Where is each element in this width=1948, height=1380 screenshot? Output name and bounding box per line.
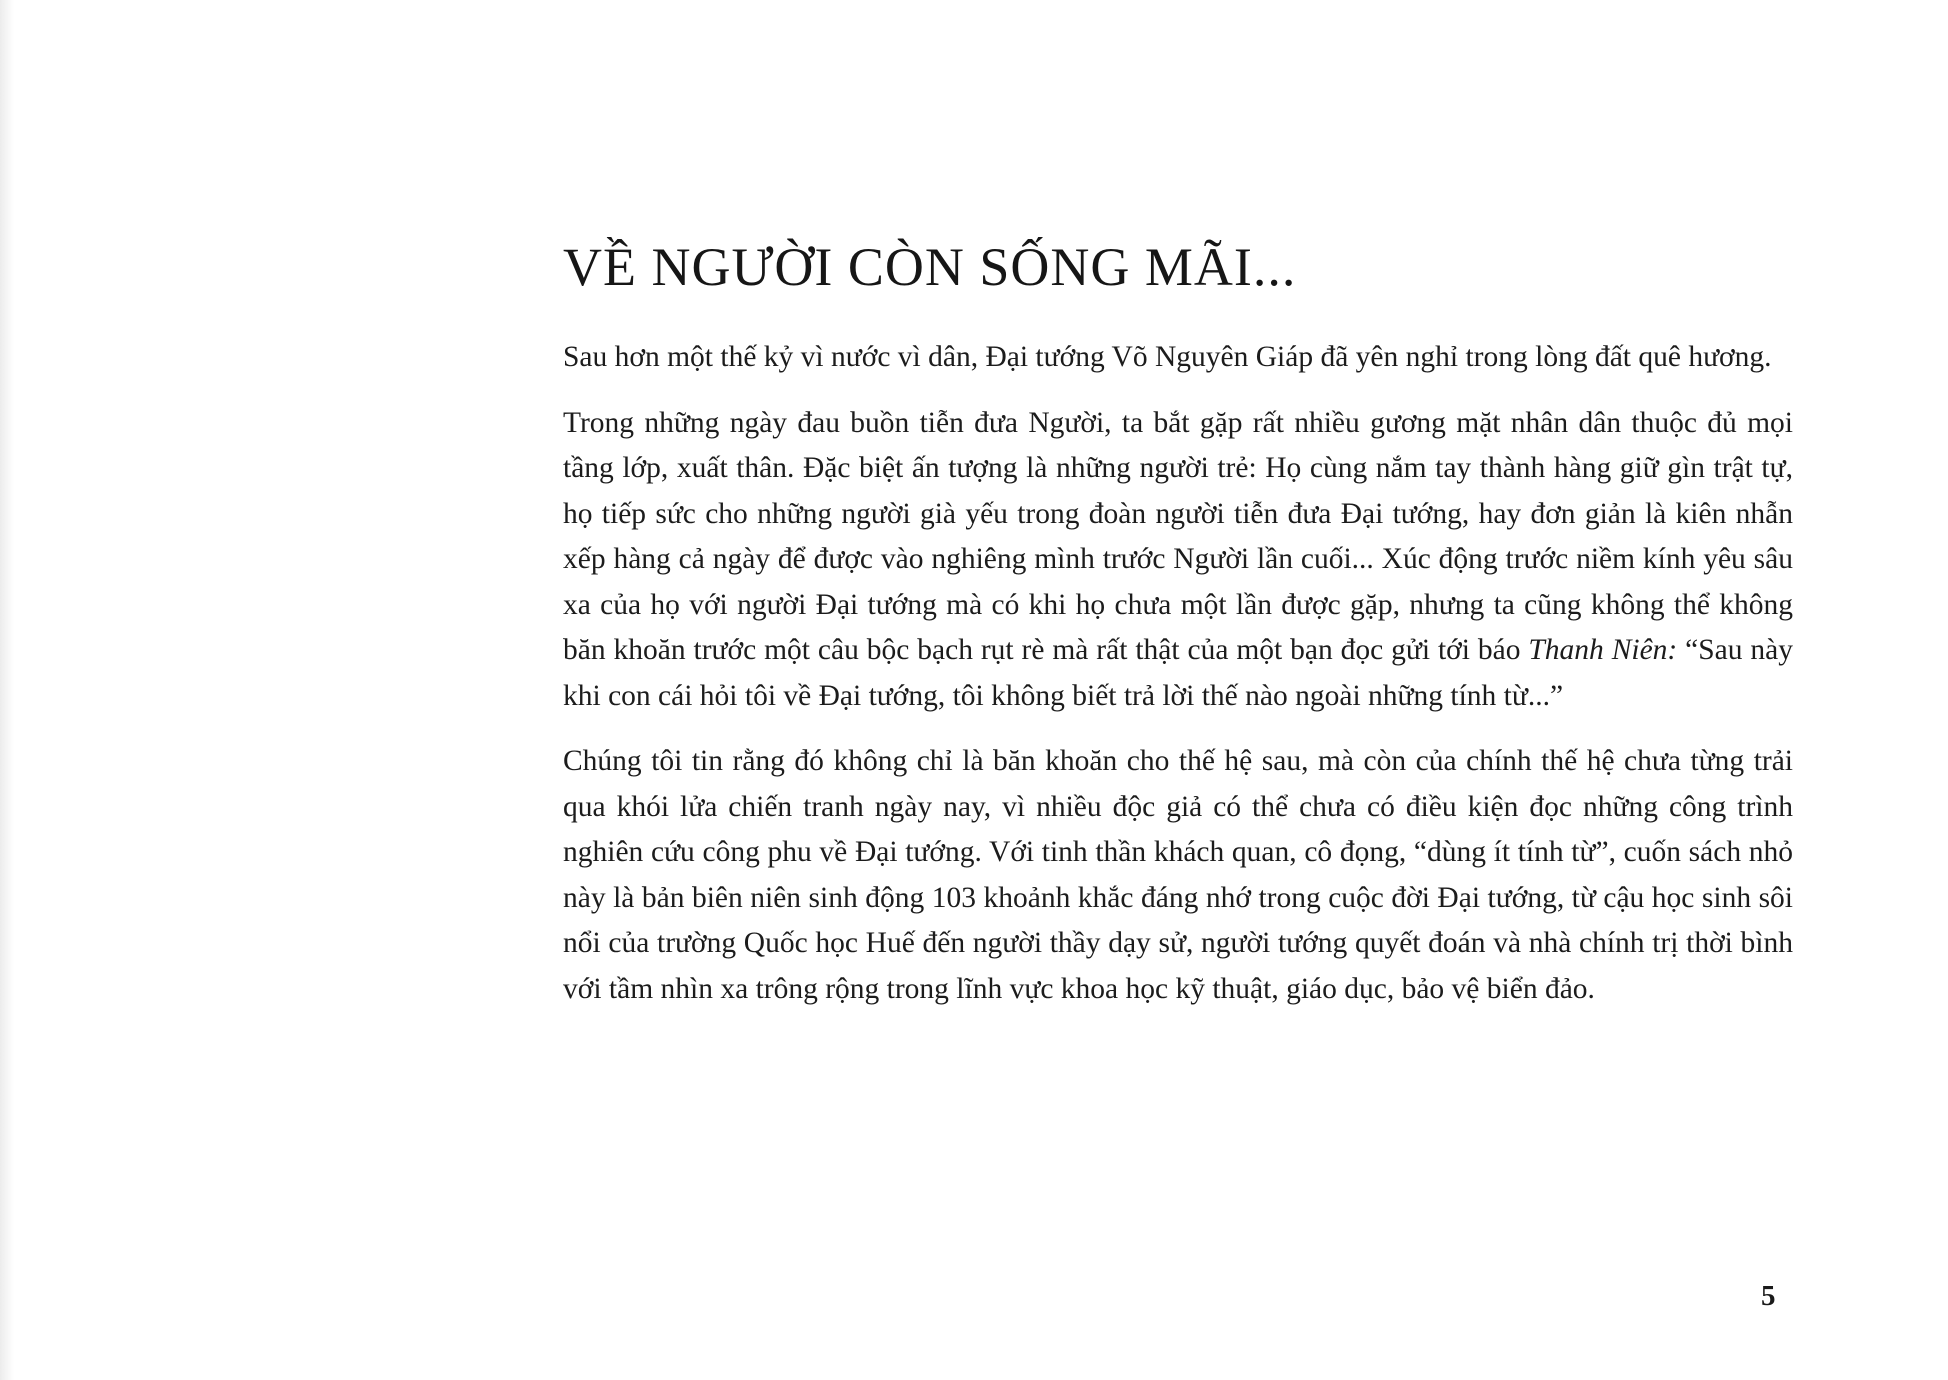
- newspaper-name: Thanh Niên:: [1528, 634, 1678, 667]
- page-number: 5: [1761, 1280, 1776, 1312]
- paragraph-3: Chúng tôi tin rằng đó không chỉ là băn khoăn cho thế hệ sau, mà còn của chính thế hệ chưa từng trải qua khói lửa chiến tranh ngày nay, vì nhiều độc giả có thể chưa có điều kiện đọc những công trình nghiên cứu công phu về Đại tướng. Với tinh thần khách quan, cô đọng, “dùng ít tính từ”, cuốn sách nhỏ này là bản biên niên sinh động 103 khoảnh khắc đáng nhớ trong cuộc đời Đại tướng, từ cậu học sinh sôi nổi của trường Quốc học Huế đến người thầy dạy sử, người tướng quyết đoán và nhà chính trị thời bình với tầm nhìn xa trông rộng trong lĩnh vực khoa học kỹ thuật, giáo dục, bảo vệ biển đảo.: [563, 745, 1793, 1005]
- reader-quote: “Sau này khi con cái hỏi tôi về Đại tướng, tôi không biết trả lời thế nào ngoài những tính từ...”: [563, 634, 1794, 712]
- paragraph-2-text: Trong những ngày đau buồn tiễn đưa Người, ta bắt gặp rất nhiều gương mặt nhân dân thuộc đủ mọi tầng lớp, xuất thân. Đặc biệt ấn tượng là những người trẻ: Họ cùng nắm tay thành hàng giữ gìn trật tự, họ tiếp sức cho những người già yếu trong đoàn người tiễn đưa Đại tướng, hay đơn giản là kiên nhẫn xếp hàng cả ngày để được vào nghiêng mình trước Người lần cuối... Xúc động trước niềm kính yêu sâu xa của họ với người Đại tướng mà có khi họ chưa một lần được gặp, nhưng ta cũng không thể không băn khoăn trước một câu bộc bạch rụt rè mà rất thật của một bạn đọc gửi tới báo: [563, 406, 1793, 667]
- paragraph-1: Sau hơn một thế kỷ vì nước vì dân, Đại tướng Võ Nguyên Giáp đã yên nghỉ trong lòng đất quê hương.: [563, 341, 1772, 374]
- page-gutter-shadow: [0, 0, 14, 1380]
- page-content: [563, 238, 1793, 1032]
- paragraph-2: [563, 401, 1793, 720]
- chapter-title: VỀ NGƯỜI CÒN SỐNG MÃI...: [563, 237, 1297, 297]
